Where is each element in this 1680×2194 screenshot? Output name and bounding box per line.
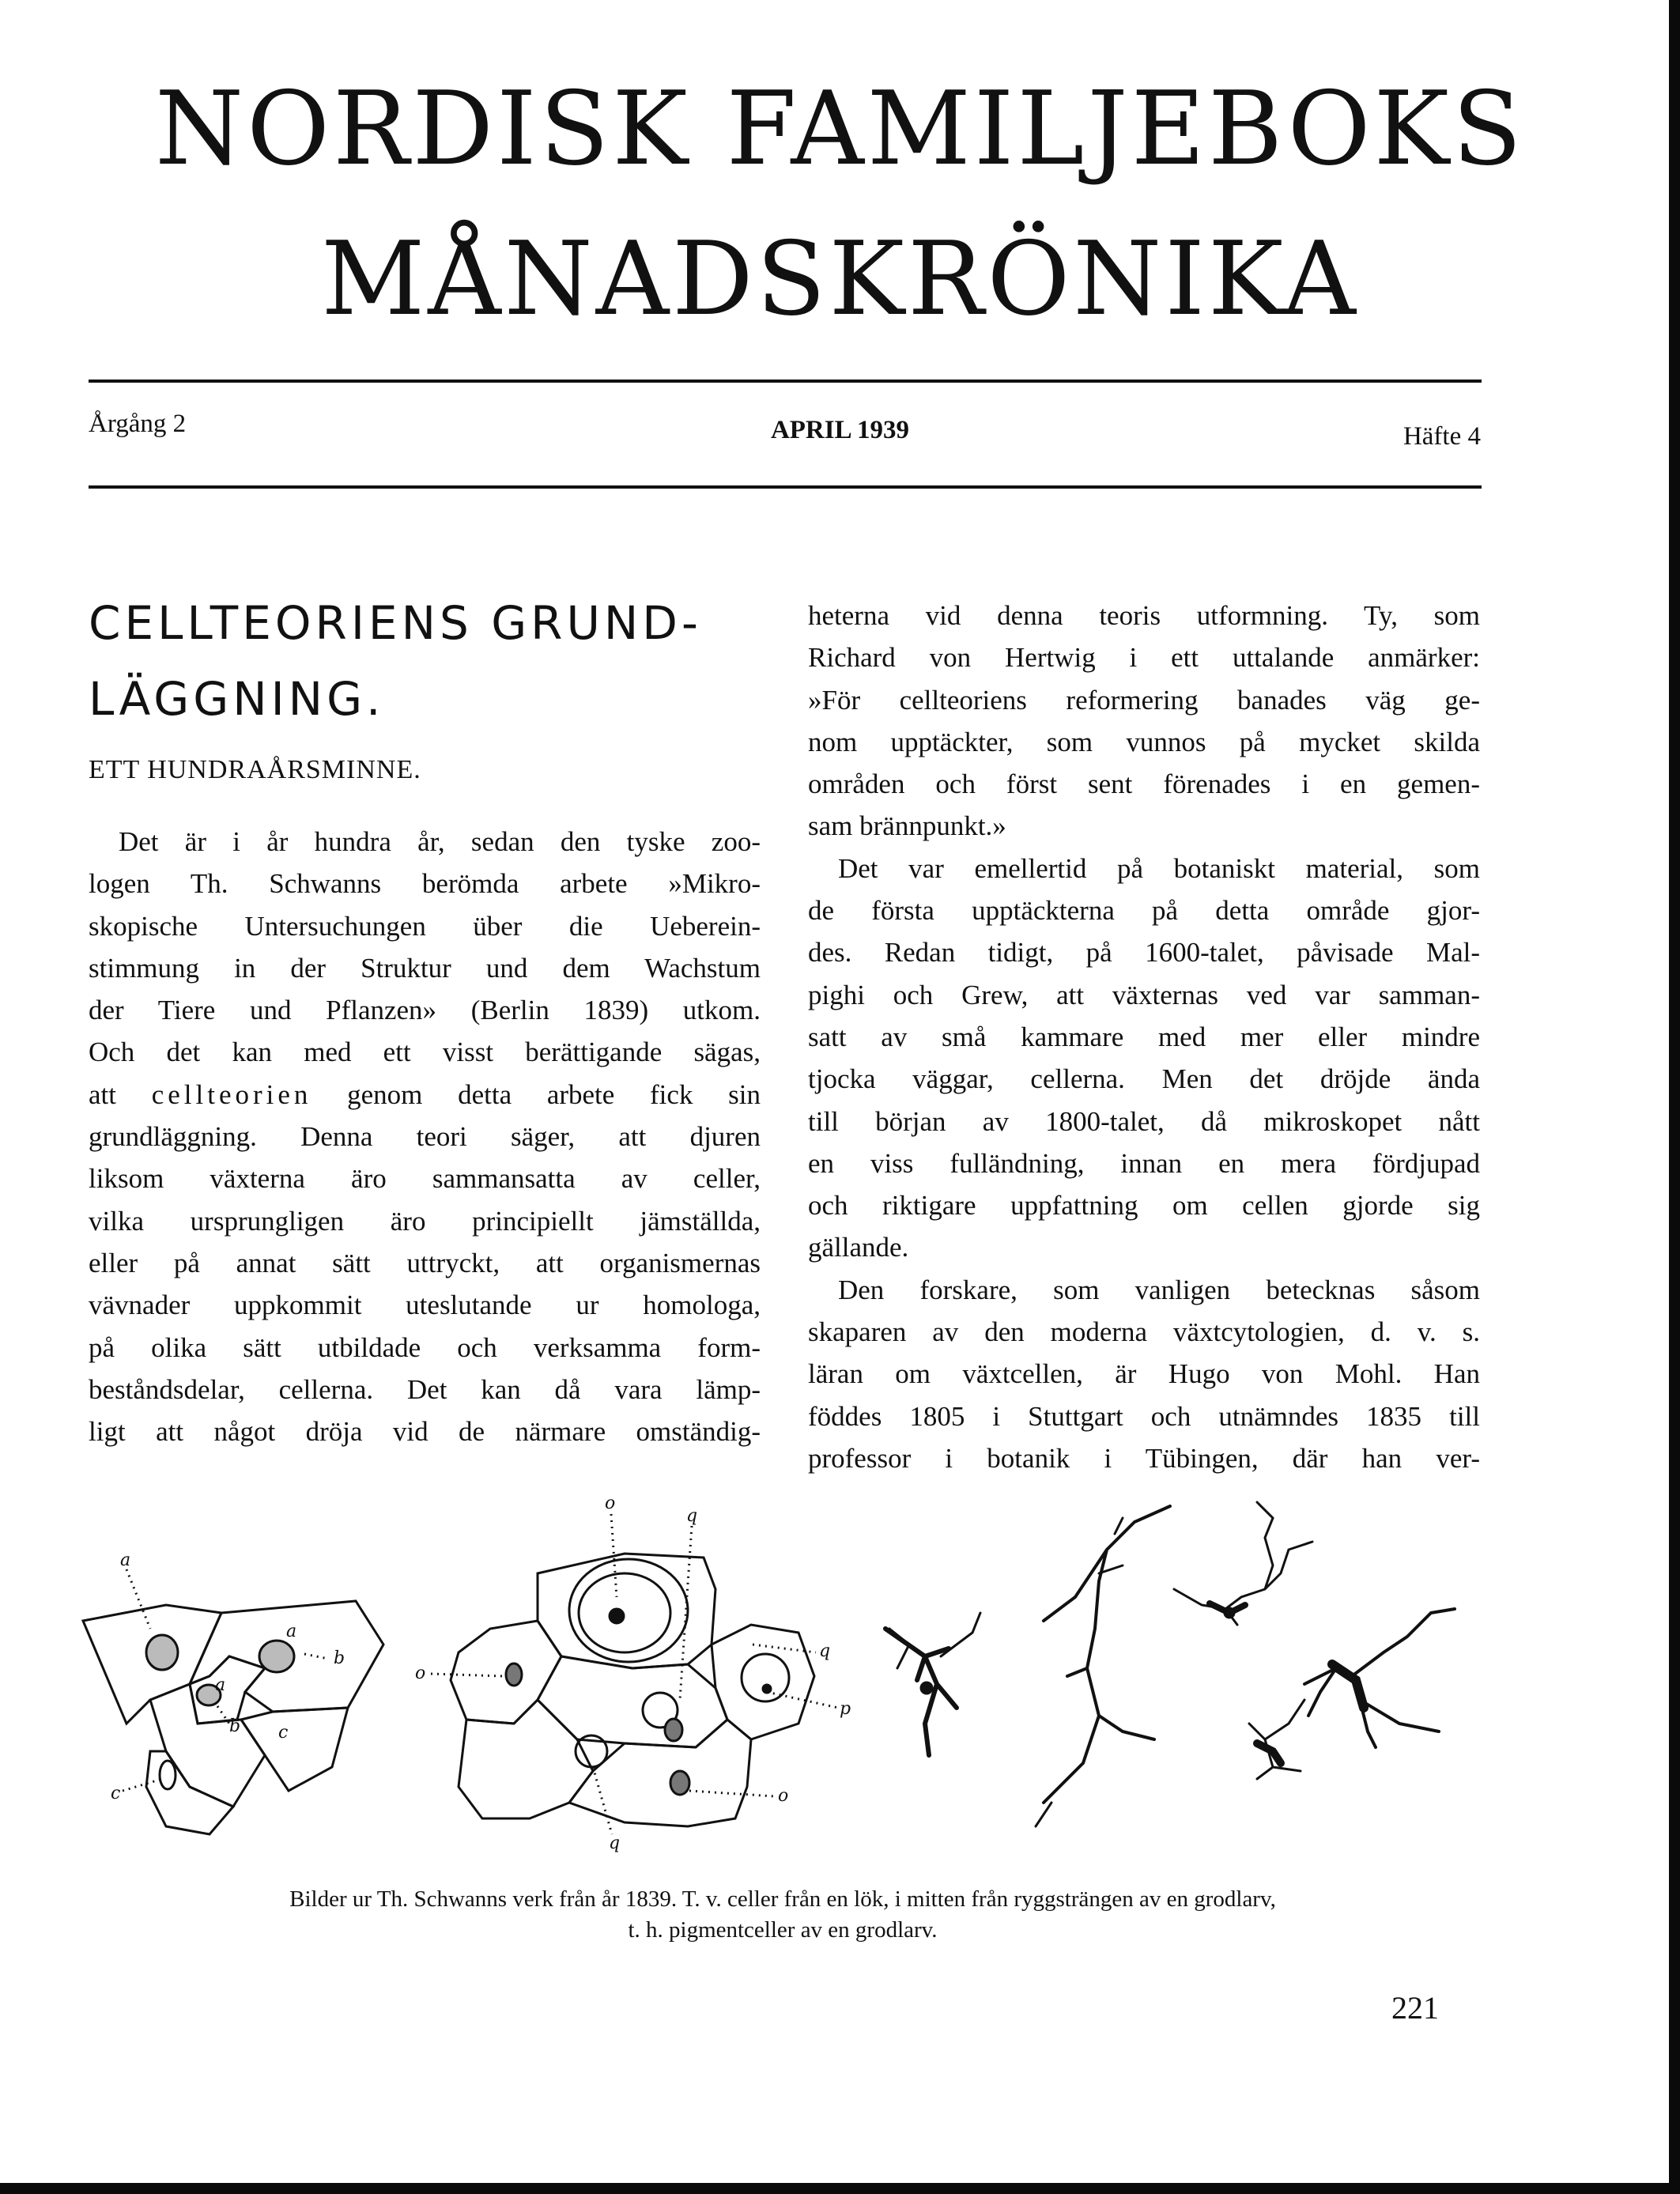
text-line: logen Th. Schwanns berömda arbete »Mikro- <box>89 868 761 900</box>
text-line: Richard von Hertwig i ett uttalande anmärker: <box>808 642 1480 674</box>
onion-cells-drawing <box>83 1550 383 1834</box>
text-line: föddes 1805 i Stuttgart och utnämndes 1835 till <box>808 1400 1480 1432</box>
text-line: Den forskare, som vanligen betecknas såsom <box>838 1274 1480 1305</box>
article-title <box>89 585 768 737</box>
label-o: o <box>778 1786 789 1806</box>
masthead-line-2: MÅNADSKRÖNIKA <box>321 221 1359 338</box>
label-c: c <box>111 1784 121 1803</box>
article-title-line-2: LÄGGNING. <box>89 672 385 726</box>
spinal-cord-cells-drawing <box>415 1494 851 1853</box>
text-line: vävnader uppkommit uteslutande ur homologa, <box>89 1290 761 1321</box>
text-line: professor i botanik i Tübingen, där han ver- <box>808 1442 1480 1474</box>
label-b: b <box>229 1716 241 1736</box>
text-fragment: att <box>89 1078 116 1110</box>
text-line: nom upptäckter, som vunnos på mycket skilda <box>808 726 1480 757</box>
text-line: ligt att något dröja vid de närmare omständig- <box>89 1416 761 1448</box>
label-p: p <box>840 1699 851 1719</box>
label-o: o <box>605 1494 616 1513</box>
label-q: q <box>819 1641 831 1661</box>
pigment-cells-drawing <box>885 1502 1455 1826</box>
text-line: en viss fulländning, innan en mera fördjupad <box>808 1147 1480 1179</box>
article-subtitle: ETT HUNDRAÅRSMINNE. <box>89 755 421 784</box>
text-line: satt av små kammare med mer eller mindre <box>808 1021 1480 1052</box>
label-q: q <box>609 1833 621 1853</box>
label-q: q <box>686 1506 698 1526</box>
label-a: a <box>215 1675 226 1695</box>
article-title-line-1: CELLTEORIENS GRUND- <box>89 596 702 650</box>
masthead-line-1: NORDISK FAMILJEBOKS <box>155 70 1525 188</box>
text-line: Det var emellertid på botaniskt material, som <box>838 852 1480 884</box>
text-line: vilka ursprungligen äro principiellt jämställda, <box>89 1205 761 1237</box>
text-line: läran om växtcellen, är Hugo von Mohl. Han <box>808 1358 1480 1390</box>
left-column <box>89 821 761 1452</box>
label-o: o <box>415 1663 426 1683</box>
issue-number: Häfte 4 <box>1403 422 1481 451</box>
text-line: skaparen av den moderna växtcytologien, d. v. s. <box>808 1316 1480 1348</box>
text-line: gällande. <box>808 1232 909 1263</box>
text-line: des. Redan tidigt, på 1600-talet, påvisade Mal- <box>808 937 1480 969</box>
text-line <box>89 1074 761 1116</box>
schwann-cell-illustrations <box>71 1486 1526 1858</box>
text-fragment: genom detta arbete fick sin <box>347 1078 761 1110</box>
figure-caption-line-2: t. h. pigmentceller av en grodlarv. <box>628 1917 938 1943</box>
label-c: c <box>278 1723 289 1743</box>
label-a: a <box>286 1622 297 1641</box>
text-line: till början av 1800-talet, då mikroskopet nått <box>808 1105 1480 1137</box>
header-rule-bottom <box>89 485 1482 489</box>
scan-edge-bottom <box>0 2183 1680 2194</box>
header-rule-top <box>89 380 1482 383</box>
emphasized-term: cellteorien <box>151 1078 312 1110</box>
right-column <box>808 595 1480 1479</box>
text-line: stimmung in der Struktur und dem Wachstum <box>89 952 761 984</box>
text-line: sam brännpunkt.» <box>808 810 1006 842</box>
issue-date: APRIL 1939 <box>770 416 910 444</box>
label-a: a <box>120 1550 131 1570</box>
figure-caption <box>79 1884 1486 1946</box>
text-line: pighi och Grew, att växternas ved var samman- <box>808 979 1480 1010</box>
text-line: skopische Untersuchungen über die Ueberein- <box>89 910 761 942</box>
text-line: grundläggning. Denna teori säger, att djuren <box>89 1121 761 1153</box>
figure-caption-line-1: Bilder ur Th. Schwanns verk från år 1839. T. v. celler från en lök, i mitten från ryggsträngen av en grodlarv, <box>289 1886 1276 1912</box>
text-line: de första upptäckterna på detta område gjor- <box>808 895 1480 927</box>
text-line: der Tiere und Pflanzen» (Berlin 1839) utkom. <box>89 995 761 1026</box>
page-number: 221 <box>1391 1990 1439 2026</box>
text-line: beståndsdelar, cellerna. Det kan då vara lämp- <box>89 1373 761 1405</box>
text-line: liksom växterna äro sammansatta av celler, <box>89 1163 761 1195</box>
text-line: och riktigare uppfattning om cellen gjorde sig <box>808 1190 1480 1222</box>
text-line: heterna vid denna teoris utformning. Ty, som <box>808 600 1480 631</box>
text-line: tjocka väggar, cellerna. Men det dröjde ända <box>808 1063 1480 1095</box>
text-line: områden och först sent förenades i en gemen- <box>808 768 1480 800</box>
label-b: b <box>334 1648 345 1668</box>
issue-volume: Årgång 2 <box>89 410 187 438</box>
text-line: »För cellteoriens reformering banades väg ge- <box>808 684 1480 716</box>
text-line: Och det kan med ett visst berättigande sägas, <box>89 1037 761 1068</box>
text-line: Det är i år hundra år, sedan den tyske zoo- <box>119 826 761 857</box>
text-line: eller på annat sätt uttryckt, att organismernas <box>89 1247 761 1278</box>
text-line: på olika sätt utbildade och verksamma form- <box>89 1331 761 1363</box>
